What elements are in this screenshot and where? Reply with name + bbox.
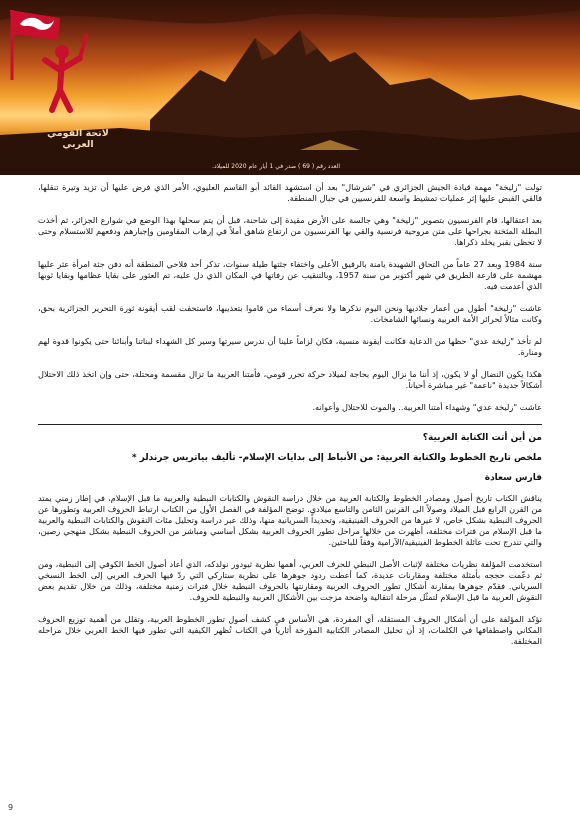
header-banner xyxy=(0,0,580,175)
section-question: من أين أتت الكتابة العربية؟ xyxy=(422,433,542,443)
paragraph: لم تأخذ "زليخة عدي" حظها من الدعاية فكانت أيقونة منسية، فكان لزاماً علينا أن ندرس سيرتها وسير كل الشهداء لبناتنا وأبنائنا حتى يكونوا قدوة لهم ومنارة. xyxy=(38,336,542,357)
summary-title: ملخص تاريخ الخطوط والكتابة العربية: من الأنباط إلى بدايات الإسلام- تأليف بياتريس جرندلر * xyxy=(131,453,542,463)
paragraph: سنة 1984 وبعد 27 عاماً من التحاق الشهيدة يامنة بالرفيق الأعلى واختفاء جثتها طيلة سنوات، تذكر أحد فلاحي المنطقة أنه دفن جثة امرأة عثر عليها مهشمة على قارعة الطريق في شهر أكتوبر من سنة 1957، وبالتنقيب عن رفاتها في المكان الذي دل عليه، تم العثور على بقايا عظامها وبقايا ثوبها الذي أعدمت فيه. xyxy=(38,259,542,291)
paragraph: عاشت "زليخة" أطول من أعمار جلاديها ونحن اليوم نذكرها ولا نعرف أسماء من قاموا بتعذيبها، فاستحقت لقب أيقونة ثورة التحرير الجزائرية بحق، وكانت مثالاً لحرائر الأمة العربية ونسائها الشامخات. xyxy=(38,303,542,324)
issue-line: العدد رقم ( 69 ) صدر في 1 أيار عام 2020 للميلاد. xyxy=(212,163,340,170)
paragraph: استخدمت المؤلفة نظريات مختلفة لإثبات الأصل النبطي للحرف العربي، أهمها نظرية ثيودور نولدكه، الذي أعاد أصول الخط الكوفي إلى النبطية، ومن ثم دعّمت حججه بأمثلة مختلفة ومقارنات عديدة، كما أعطت ردود جوهرها على نظرية ستاركي التي ردّ فيها الحرف العربي إلى الخط النسخي السرياني. فقدّم جوهرها بمقارنة أشكال تطور الحروف العربية ومقارنتها بالحروف النبطية خلال فترات زمنية مختلفة، وذلك من خلال تقديم بعض النقوش العربية ما قبل الإسلام لتمثّل مرحلة انتقالية واضحة مزجت بين الأشكال العربية والنبطية للحروف. xyxy=(38,559,542,602)
paragraph: عاشت "زليخة عدي" وشهداء أمتنا العربية.. والموت للاحتلال وأعوانه. xyxy=(312,402,542,412)
paragraph: هكذا يكون النضال أو لا يكون، إذ أننا ما نزال اليوم بحاجة لميلاد حركة تحرر قومي، فأمتنا العربية ما تزال مقسمة ومحتلة، حتى وإن اتخذ ذلك الاحتلال أشكالاً جديدة "ناعمة" غير مباشرة أحياناً. xyxy=(38,369,542,390)
paragraph: تولت "زليخة" مهمة قيادة الجيش الجزائري في "شرشال" بعد أن استشهد القائد أبو القاسم العليوي، الأمر الذي فرض عليها أن تزيد وتيرة تنقلها، فالقي القبض عليها إثر عمليات تمشيط واسعة للفرنسيين في جبال المنطقة. xyxy=(38,182,542,203)
arab-nationalist-logo xyxy=(0,0,125,120)
page-number: 9 xyxy=(8,803,14,812)
paragraph: يناقش الكتاب تاريخ أصول ومصادر الخطوط والكتابة العربية من خلال دراسة النقوش والكتابات النبطية والعربية ما قبل الإسلام، في إطار زمني يمتد من القرن الرابع قبل الميلاد وصولاً الى القرنين الثامن والتاسع ميلادي. توضح المؤلفة في الفصل الأول من الكتاب ارتباط الحروف العربية وتطورها عن الحروف النبطية بشكل خاص، لا غيرها من الحروف الفينيقية، وتحديداً السريانية منها، وذلك عبر دراسة وتحليل مئات النقوش والكتابات النبطية والعربية ما قبل الإسلام من فترات مختلفة، أظهرت من خلالها مراحل تطور الحروف العربية بشكل أساسي ومباشر من الحروف النبطية بشكل منهجي رصين، والتي تندرج تحت عائلة الخطوط الفينيقية/الآرامية وفقاً للباحثين. xyxy=(38,493,542,547)
section-divider xyxy=(38,424,542,425)
paragraph: بعد اعتقالها، قام الفرنسيون بتصوير "زليخة" وهي جالسة على الأرض مقيدة إلى شاحنة، قبل أن يتم سحلها بهذا الوضع في شوارع الجزائر، ثم أخذت البطلة المثخنة بجراحها على متن مروحية فرنسية والقي بها الفرنسيون من ارتفاع شاهق أملاً في إرهاب المقاومين وإجبارهم ودفعهم للاستسلام وحتى لا تحظى بقبر يخلد ذكراها. xyxy=(38,215,542,247)
main-content xyxy=(38,182,542,658)
author-name: فارس سعادة xyxy=(484,473,542,483)
logo-text: لاتحة القومي العربي xyxy=(47,128,109,150)
paragraph: تؤكد المؤلفة على أن أشكال الحروف المستقلة، أي المفردة، هي الأساس في كشف أصول تطور الخطوط العربية، وتقلل من أهمية توزيع الحروف المكاني واصطفافها في الكلمات، إذ أن تحليل المصادر الكتابية المؤرخة أثارياً في الكتاب تُظهر الكيفية التي تطور فيها الخط العربي خلال مراحله المختلفة. xyxy=(38,614,542,646)
